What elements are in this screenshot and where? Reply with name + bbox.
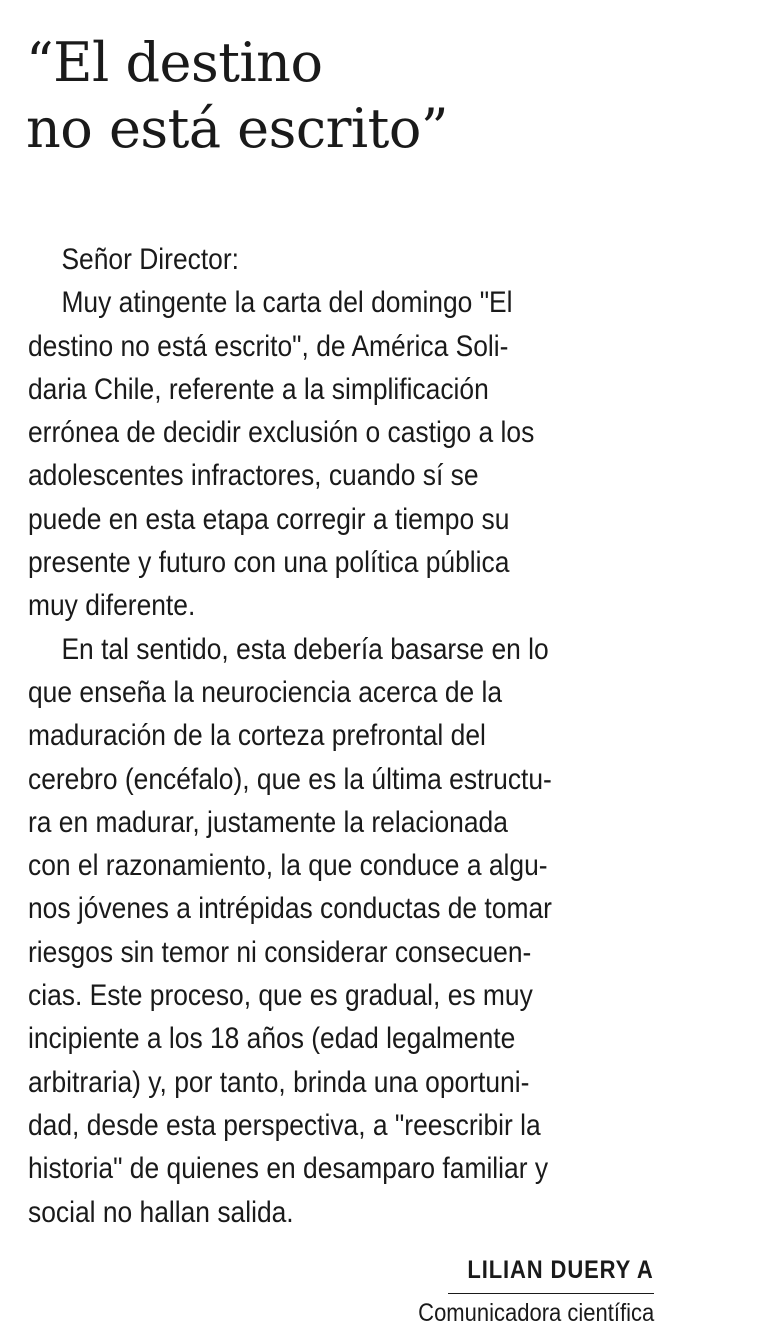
body-line: dad, desde esta perspectiva, a "reescribir la xyxy=(28,1108,541,1142)
body-line: errónea de decidir exclusión o castigo a los xyxy=(28,416,535,450)
headline-line-1: “El destino xyxy=(26,31,323,94)
body-line: historia" de quienes en desamparo familiar y xyxy=(28,1152,549,1186)
body-line: maduración de la corteza prefrontal del xyxy=(28,719,486,753)
salutation: Señor Director: xyxy=(61,243,239,276)
body-line: Muy atingente la carta del domingo "El xyxy=(61,286,513,320)
letter-body xyxy=(28,238,658,1234)
body-line: puede en esta etapa corregir a tiempo su xyxy=(28,502,510,536)
body-line: que enseña la neurociencia acerca de la xyxy=(28,675,503,709)
body-line: incipiente a los 18 años (edad legalmente xyxy=(28,1022,516,1056)
body-line: muy diferente. xyxy=(28,589,196,623)
body-line: cias. Este proceso, que es gradual, es muy xyxy=(28,979,533,1013)
body-line: riesgos sin temor ni considerar consecuen- xyxy=(28,935,532,969)
body-line: presente y futuro con una política pública xyxy=(28,546,510,580)
headline xyxy=(26,30,746,162)
body-line: ra en madurar, justamente la relacionada xyxy=(28,805,508,839)
body-line: nos jóvenes a intrépidas conductas de tomar xyxy=(28,892,552,926)
body-line: destino no está escrito", de América Soli- xyxy=(28,329,509,363)
author-role: Comunicadora científica xyxy=(417,1299,654,1327)
body-line: En tal sentido, esta debería basarse en lo xyxy=(61,632,549,666)
body-line: arbitraria) y, por tanto, brinda una oportuni- xyxy=(28,1065,530,1099)
signature-divider xyxy=(448,1293,654,1294)
body-line: con el razonamiento, la que conduce a algu- xyxy=(28,849,548,883)
body-line: daria Chile, referente a la simplificación xyxy=(28,372,489,406)
body-line: social no hallan salida. xyxy=(28,1195,294,1229)
author-name: LILIAN DUERY A xyxy=(467,1256,654,1284)
body-line: cerebro (encéfalo), que es la última estructu- xyxy=(28,762,552,796)
headline-line-2: no está escrito” xyxy=(26,97,448,160)
body-line: adolescentes infractores, cuando sí se xyxy=(28,459,479,493)
